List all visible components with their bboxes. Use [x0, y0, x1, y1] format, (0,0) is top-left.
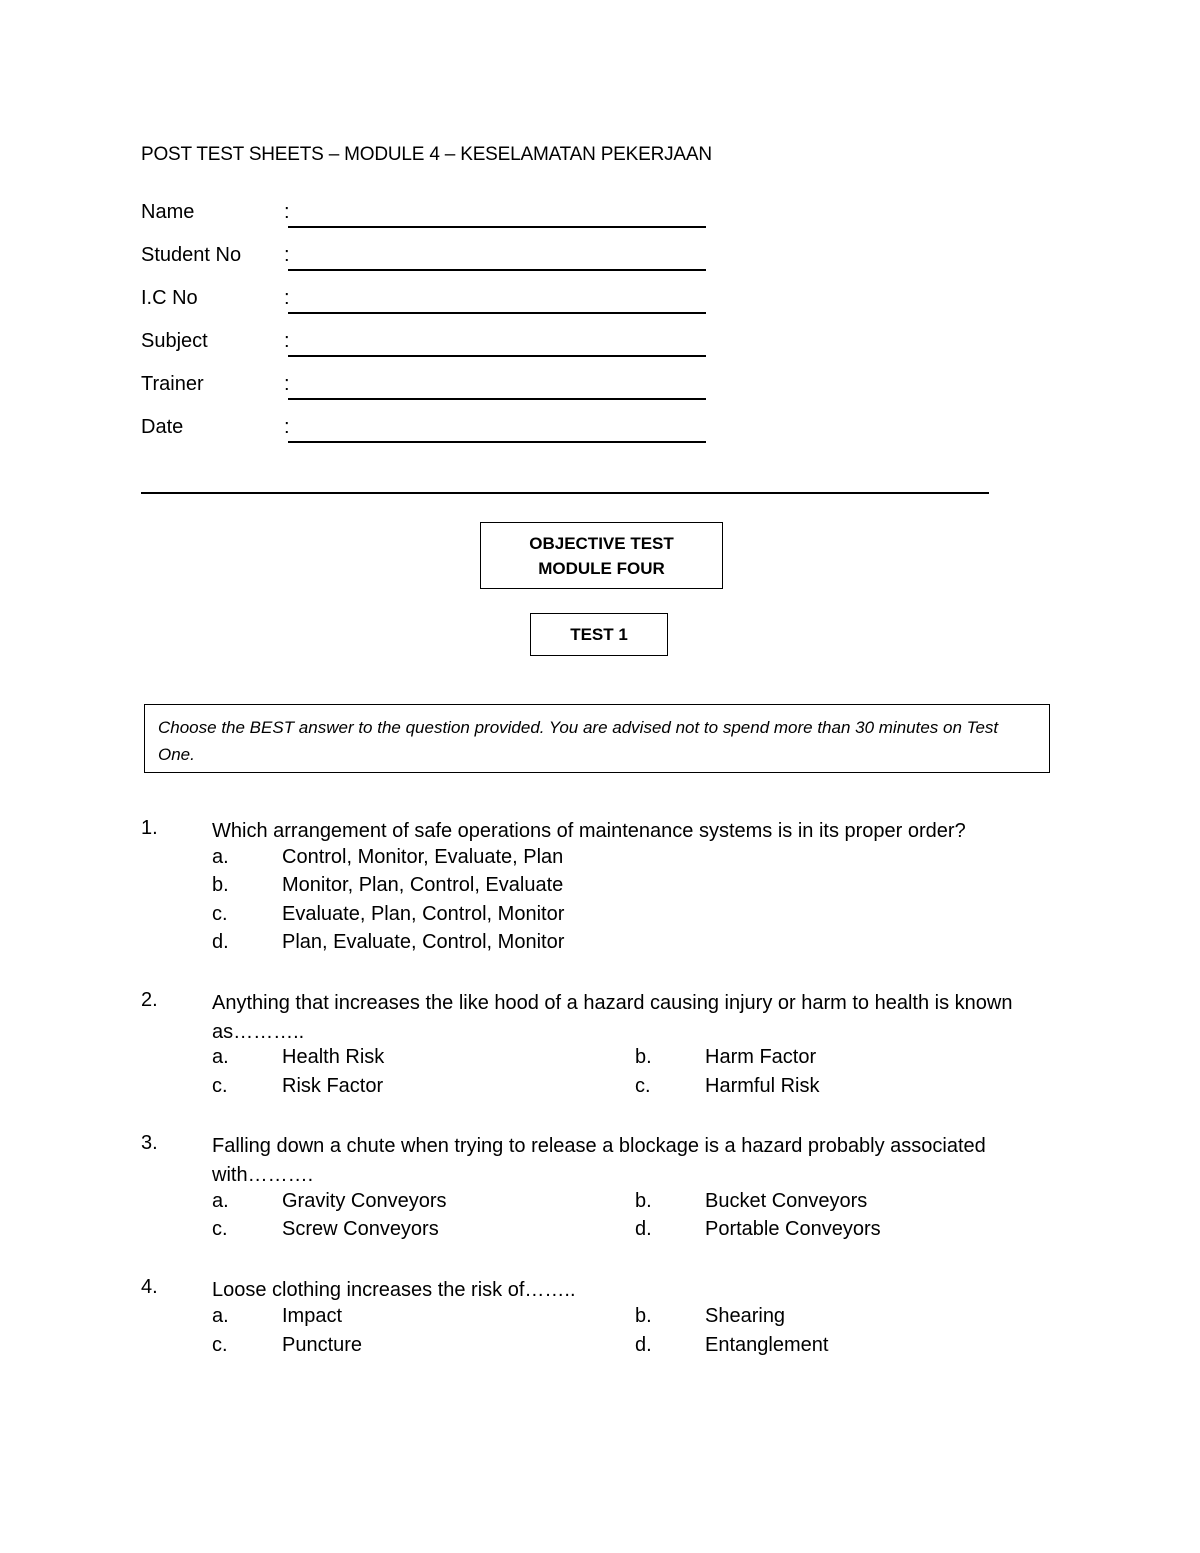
- answer-line[interactable]: [288, 226, 706, 228]
- option-letter: c.: [212, 903, 228, 925]
- field-label: Name: [141, 201, 195, 223]
- instructions-box: [144, 704, 1050, 773]
- field-label: Subject: [141, 330, 208, 352]
- option-text: Screw Conveyors: [282, 1218, 439, 1240]
- option-text: Health Risk: [282, 1046, 385, 1068]
- option-text: Bucket Conveyors: [705, 1190, 868, 1212]
- option-letter: b.: [635, 1305, 652, 1327]
- field-colon: :: [284, 416, 290, 438]
- question-number: 3.: [141, 1132, 158, 1154]
- test-number-box: [530, 613, 668, 656]
- question-text: Loose clothing increases the risk of……..: [212, 1279, 576, 1301]
- option-text: Evaluate, Plan, Control, Monitor: [282, 903, 565, 925]
- field-label: I.C No: [141, 287, 198, 309]
- answer-line[interactable]: [288, 355, 706, 357]
- objective-test-line1: OBJECTIVE TEST: [529, 533, 674, 553]
- field-colon: :: [284, 201, 290, 223]
- option-letter: a.: [212, 846, 229, 868]
- option-text: Gravity Conveyors: [282, 1190, 447, 1212]
- option-letter: a.: [212, 1305, 229, 1327]
- test-number-label: TEST 1: [570, 624, 628, 644]
- option-letter: c.: [212, 1334, 228, 1356]
- question-number: 4.: [141, 1276, 158, 1298]
- field-colon: :: [284, 287, 290, 309]
- question-text: Which arrangement of safe operations of maintenance systems is in its proper order?: [212, 820, 966, 842]
- field-label: Trainer: [141, 373, 204, 395]
- option-text: Control, Monitor, Evaluate, Plan: [282, 846, 564, 868]
- field-colon: :: [284, 373, 290, 395]
- option-text: Harmful Risk: [705, 1075, 820, 1097]
- option-text: Portable Conveyors: [705, 1218, 881, 1240]
- field-label: Student No: [141, 244, 242, 266]
- option-text: Harm Factor: [705, 1046, 817, 1068]
- option-letter: d.: [635, 1218, 652, 1240]
- question-number: 1.: [141, 817, 158, 839]
- date-field[interactable]: [141, 416, 711, 446]
- option-letter: c.: [635, 1075, 651, 1097]
- option-text: Entanglement: [705, 1334, 829, 1356]
- question-text: Falling down a chute when trying to release a blockage is a hazard probably associated with……….: [212, 1135, 986, 1186]
- question-number: 2.: [141, 989, 158, 1011]
- option-letter: c.: [212, 1075, 228, 1097]
- option-text: Impact: [282, 1305, 343, 1327]
- option-text: Plan, Evaluate, Control, Monitor: [282, 931, 565, 953]
- name-field[interactable]: [141, 201, 711, 231]
- option-text: Shearing: [705, 1305, 786, 1327]
- trainer-field[interactable]: [141, 373, 711, 403]
- option-letter: b.: [212, 874, 229, 896]
- question-text: Anything that increases the like hood of a hazard causing injury or harm to health is known as………..: [212, 992, 1013, 1043]
- option-letter: d.: [212, 931, 229, 953]
- ic-no-field[interactable]: [141, 287, 711, 317]
- option-letter: a.: [212, 1046, 229, 1068]
- field-label: Date: [141, 416, 184, 438]
- option-letter: a.: [212, 1190, 229, 1212]
- field-colon: :: [284, 330, 290, 352]
- page-title: POST TEST SHEETS – MODULE 4 – KESELAMATAN PEKERJAAN: [141, 144, 712, 165]
- answer-line[interactable]: [288, 269, 706, 271]
- option-letter: b.: [635, 1046, 652, 1068]
- field-colon: :: [284, 244, 290, 266]
- subject-field[interactable]: [141, 330, 711, 360]
- objective-test-line2: MODULE FOUR: [538, 558, 665, 578]
- instructions-text: Choose the BEST answer to the question provided. You are advised not to spend more than 30 minutes on Test One.: [158, 718, 999, 764]
- option-letter: c.: [212, 1218, 228, 1240]
- student-no-field[interactable]: [141, 244, 711, 274]
- objective-test-box: [480, 522, 723, 589]
- answer-line[interactable]: [288, 398, 706, 400]
- section-divider: [141, 492, 989, 494]
- answer-line[interactable]: [288, 441, 706, 443]
- option-text: Risk Factor: [282, 1075, 384, 1097]
- option-text: Puncture: [282, 1334, 363, 1356]
- option-letter: d.: [635, 1334, 652, 1356]
- option-text: Monitor, Plan, Control, Evaluate: [282, 874, 564, 896]
- answer-line[interactable]: [288, 312, 706, 314]
- option-letter: b.: [635, 1190, 652, 1212]
